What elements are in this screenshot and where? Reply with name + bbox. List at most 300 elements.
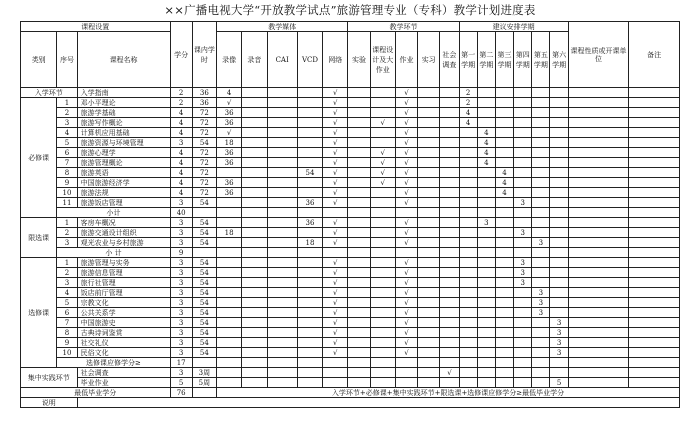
course-remark <box>629 238 680 248</box>
course-credits: 2 <box>170 98 192 108</box>
semester-s6: 3 <box>550 348 568 358</box>
media-audio <box>242 238 267 248</box>
semester-s5 <box>532 218 550 228</box>
step-hw: √ <box>395 178 417 188</box>
elective-min-credits: 17 <box>170 358 192 368</box>
category-practice: 集中实践环节 <box>21 368 78 388</box>
media-vcd <box>297 348 322 358</box>
course-hours: 54 <box>192 228 216 238</box>
table-cell <box>242 378 267 388</box>
semester-s1 <box>459 168 477 178</box>
media-net: √ <box>323 128 348 138</box>
semester-s5 <box>532 118 550 128</box>
step-hw: √ <box>395 278 417 288</box>
media-cai <box>267 178 297 188</box>
semester-s3 <box>495 288 513 298</box>
table-cell <box>395 368 417 378</box>
course-name: 旅行社管理 <box>77 278 170 288</box>
media-audio <box>242 88 267 98</box>
semester-s4 <box>514 98 532 108</box>
course-nature <box>568 258 629 268</box>
media-audio <box>242 288 267 298</box>
media-video <box>217 238 242 248</box>
step-survey <box>440 278 459 288</box>
course-name: 公共关系学 <box>77 308 170 318</box>
table-cell <box>348 208 370 218</box>
semester-s1 <box>459 198 477 208</box>
media-vcd <box>297 228 322 238</box>
table-cell <box>532 368 550 378</box>
step-design <box>370 308 395 318</box>
semester-s6 <box>550 258 568 268</box>
step-hw: √ <box>395 88 417 98</box>
table-cell <box>217 358 242 368</box>
category-required: 必修课 <box>21 98 57 218</box>
note-label: 说明 <box>21 398 78 408</box>
semester-s2 <box>477 228 495 238</box>
table-cell <box>532 208 550 218</box>
table-cell <box>297 248 322 258</box>
course-credits: 4 <box>170 108 192 118</box>
table-cell <box>459 358 477 368</box>
step-design <box>370 138 395 148</box>
table-cell <box>550 358 568 368</box>
media-net: √ <box>323 228 348 238</box>
step-lab <box>348 198 370 208</box>
semester-s5 <box>532 188 550 198</box>
table-cell <box>418 368 440 378</box>
media-cai <box>267 238 297 248</box>
course-remark <box>629 218 680 228</box>
semester-s5 <box>532 158 550 168</box>
header-step-survey: 社会调查 <box>440 32 459 88</box>
media-video <box>217 338 242 348</box>
course-nature <box>568 238 629 248</box>
course-remark <box>629 368 680 378</box>
semester-s5 <box>532 228 550 238</box>
table-cell <box>477 248 495 258</box>
course-nature <box>568 268 629 278</box>
course-credits: 3 <box>170 218 192 228</box>
step-lab <box>348 158 370 168</box>
step-intern <box>418 308 440 318</box>
table-cell <box>192 248 216 258</box>
course-hours: 54 <box>192 198 216 208</box>
course-name: 饭店前厅管理 <box>77 288 170 298</box>
media-vcd <box>297 108 322 118</box>
course-nature <box>568 338 629 348</box>
step-intern <box>418 258 440 268</box>
table-cell <box>495 358 513 368</box>
course-name: 邓小平理论 <box>77 98 170 108</box>
step-lab <box>348 338 370 348</box>
semester-s1 <box>459 238 477 248</box>
media-vcd: 36 <box>297 218 322 228</box>
table-cell <box>395 208 417 218</box>
semester-s6: 3 <box>550 338 568 348</box>
semester-s3 <box>495 218 513 228</box>
semester-s3 <box>495 138 513 148</box>
elective-min-label: 选修课应修学分≥ <box>57 358 170 368</box>
step-lab <box>348 228 370 238</box>
media-net: √ <box>323 118 348 128</box>
table-cell <box>192 388 216 398</box>
step-intern <box>418 318 440 328</box>
course-credits: 3 <box>170 308 192 318</box>
media-audio <box>242 188 267 198</box>
table-cell <box>418 378 440 388</box>
table-row <box>21 138 680 148</box>
step-survey <box>440 228 459 238</box>
step-hw: √ <box>395 158 417 168</box>
step-hw: √ <box>395 168 417 178</box>
table-row <box>21 158 680 168</box>
course-remark <box>629 268 680 278</box>
course-seq: 10 <box>57 188 77 198</box>
course-seq: 6 <box>57 148 77 158</box>
course-nature <box>568 168 629 178</box>
semester-s4: 3 <box>514 258 532 268</box>
table-cell <box>459 378 477 388</box>
media-vcd <box>297 98 322 108</box>
semester-s5: 3 <box>532 288 550 298</box>
step-design <box>370 278 395 288</box>
semester-s2 <box>477 328 495 338</box>
table-row <box>21 398 680 408</box>
step-intern <box>418 178 440 188</box>
media-video: √ <box>217 128 242 138</box>
step-survey <box>440 148 459 158</box>
table-cell <box>629 358 680 368</box>
step-intern <box>418 228 440 238</box>
course-nature <box>568 198 629 208</box>
media-audio <box>242 268 267 278</box>
table-cell <box>370 358 395 368</box>
media-vcd <box>297 298 322 308</box>
table-cell <box>217 378 242 388</box>
table-cell <box>217 368 242 378</box>
course-remark <box>629 288 680 298</box>
header-credits: 学分 <box>170 22 192 88</box>
semester-s4: 3 <box>514 278 532 288</box>
course-credits: 3 <box>170 298 192 308</box>
course-name: 宗教文化 <box>77 298 170 308</box>
header-media-vcd: VCD <box>297 32 322 88</box>
semester-s1 <box>459 218 477 228</box>
header-media-video: 录像 <box>217 32 242 88</box>
step-lab <box>348 138 370 148</box>
step-survey <box>440 88 459 98</box>
note-content <box>77 398 679 408</box>
course-hours: 54 <box>192 218 216 228</box>
semester-s2: 4 <box>477 138 495 148</box>
semester-s4 <box>514 168 532 178</box>
semester-s4 <box>514 108 532 118</box>
semester-s4 <box>514 238 532 248</box>
semester-s1: 4 <box>459 118 477 128</box>
course-hours: 54 <box>192 238 216 248</box>
course-credits: 2 <box>170 88 192 98</box>
media-vcd <box>297 88 322 98</box>
course-hours: 72 <box>192 188 216 198</box>
course-credits: 3 <box>170 258 192 268</box>
table-row <box>21 178 680 188</box>
semester-s1 <box>459 138 477 148</box>
course-nature <box>568 148 629 158</box>
course-seq: 6 <box>57 308 77 318</box>
table-cell <box>217 248 242 258</box>
table-cell <box>323 378 348 388</box>
semester-s6 <box>550 198 568 208</box>
table-row <box>21 248 680 258</box>
step-hw: √ <box>395 338 417 348</box>
course-remark <box>629 198 680 208</box>
semester-s2 <box>477 88 495 98</box>
step-design: √ <box>370 168 395 178</box>
step-hw: √ <box>395 308 417 318</box>
table-cell <box>192 358 216 368</box>
semester-s1 <box>459 278 477 288</box>
course-nature <box>568 218 629 228</box>
course-hours: 54 <box>192 288 216 298</box>
step-hw: √ <box>395 98 417 108</box>
table-row <box>21 268 680 278</box>
course-name: 观光农业与乡村旅游 <box>77 238 170 248</box>
semester-s3 <box>495 108 513 118</box>
semester-s5 <box>532 168 550 178</box>
course-remark <box>629 278 680 288</box>
semester-s6 <box>550 278 568 288</box>
table-row <box>21 198 680 208</box>
course-credits: 3 <box>170 288 192 298</box>
media-cai <box>267 108 297 118</box>
step-intern <box>418 328 440 338</box>
table-cell <box>242 368 267 378</box>
course-name: 古典诗词鉴赏 <box>77 328 170 338</box>
table-cell <box>267 248 297 258</box>
table-cell <box>459 248 477 258</box>
media-cai <box>267 318 297 328</box>
step-survey <box>440 308 459 318</box>
step-lab <box>348 98 370 108</box>
step-design <box>370 238 395 248</box>
course-seq: 1 <box>57 218 77 228</box>
semester-s4 <box>514 318 532 328</box>
step-intern <box>418 98 440 108</box>
media-vcd: 54 <box>297 168 322 178</box>
semester-s1 <box>459 338 477 348</box>
step-lab <box>348 328 370 338</box>
table-row <box>21 298 680 308</box>
step-lab <box>348 148 370 158</box>
semester-s6: 3 <box>550 318 568 328</box>
page-title: ××广播电视大学“开放教学试点”旅游管理专业（专科）教学计划进度表 <box>164 3 536 17</box>
step-survey <box>440 258 459 268</box>
header-semester-3: 第三学期 <box>495 32 513 88</box>
course-hours: 54 <box>192 348 216 358</box>
table-row <box>21 328 680 338</box>
step-survey <box>440 118 459 128</box>
table-cell <box>242 248 267 258</box>
course-seq: 3 <box>57 238 77 248</box>
step-design <box>370 228 395 238</box>
semester-s6 <box>550 308 568 318</box>
course-nature <box>568 178 629 188</box>
semester-s2 <box>477 348 495 358</box>
step-survey <box>440 328 459 338</box>
step-intern <box>418 278 440 288</box>
course-seq: 2 <box>57 228 77 238</box>
media-net: √ <box>323 108 348 118</box>
media-cai <box>267 308 297 318</box>
course-name: 民俗文化 <box>77 348 170 358</box>
step-intern <box>418 108 440 118</box>
semester-s5 <box>532 318 550 328</box>
step-lab <box>348 168 370 178</box>
course-hours: 36 <box>192 88 216 98</box>
semester-s3 <box>495 238 513 248</box>
semester-s3 <box>495 298 513 308</box>
course-name: 入学指南 <box>77 88 170 98</box>
header-nature: 课程性质或开课单位 <box>568 22 629 88</box>
step-design: √ <box>370 118 395 128</box>
semester-s4 <box>514 138 532 148</box>
table-cell <box>495 378 513 388</box>
semester-s6 <box>550 148 568 158</box>
table-cell <box>242 358 267 368</box>
step-intern <box>418 198 440 208</box>
media-vcd <box>297 278 322 288</box>
step-design <box>370 338 395 348</box>
table-cell <box>532 358 550 368</box>
media-cai <box>267 188 297 198</box>
semester-s2 <box>477 108 495 118</box>
semester-s1 <box>459 128 477 138</box>
table-row <box>21 338 680 348</box>
step-design <box>370 198 395 208</box>
step-design: √ <box>370 178 395 188</box>
table-cell <box>370 368 395 378</box>
header-schedule: 建议安排学期 <box>459 22 568 32</box>
semester-s3: 4 <box>495 168 513 178</box>
course-remark <box>629 168 680 178</box>
course-credits: 4 <box>170 148 192 158</box>
step-survey <box>440 98 459 108</box>
semester-s5 <box>532 348 550 358</box>
course-nature <box>568 98 629 108</box>
table-cell <box>459 368 477 378</box>
semester-s2 <box>477 258 495 268</box>
course-remark <box>629 378 680 388</box>
media-vcd <box>297 148 322 158</box>
table-cell <box>418 248 440 258</box>
table-cell <box>192 208 216 218</box>
table-cell <box>395 248 417 258</box>
media-vcd <box>297 328 322 338</box>
semester-s5 <box>532 178 550 188</box>
semester-s5 <box>532 278 550 288</box>
semester-s4 <box>514 158 532 168</box>
course-remark <box>629 128 680 138</box>
semester-s6 <box>550 118 568 128</box>
category-intro: 入学环节 <box>21 88 78 98</box>
step-design: √ <box>370 158 395 168</box>
course-hours: 72 <box>192 168 216 178</box>
table-cell <box>477 358 495 368</box>
step-survey <box>440 168 459 178</box>
table-cell <box>348 368 370 378</box>
table-cell <box>514 358 532 368</box>
step-design <box>370 318 395 328</box>
course-nature <box>568 348 629 358</box>
course-nature <box>568 378 629 388</box>
media-cai <box>267 218 297 228</box>
table-cell <box>514 378 532 388</box>
course-name: 旅游管理概论 <box>77 158 170 168</box>
semester-s2 <box>477 118 495 128</box>
semester-s3: 4 <box>495 178 513 188</box>
semester-s6 <box>550 88 568 98</box>
media-video: 36 <box>217 148 242 158</box>
table-row <box>21 168 680 178</box>
table-cell <box>217 208 242 218</box>
step-design <box>370 88 395 98</box>
media-net: √ <box>323 348 348 358</box>
table-cell <box>568 248 629 258</box>
table-cell <box>440 208 459 218</box>
semester-s2 <box>477 298 495 308</box>
semester-s2 <box>477 318 495 328</box>
course-remark <box>629 328 680 338</box>
course-seq: 10 <box>57 348 77 358</box>
step-survey <box>440 198 459 208</box>
semester-s1 <box>459 308 477 318</box>
course-credits: 3 <box>170 198 192 208</box>
subtotal-label: 小 计 <box>57 248 170 258</box>
table-cell <box>323 208 348 218</box>
media-net: √ <box>323 308 348 318</box>
semester-s2 <box>477 268 495 278</box>
semester-s2 <box>477 238 495 248</box>
course-nature <box>568 158 629 168</box>
course-name: 旅游饭店管理 <box>77 198 170 208</box>
semester-s1 <box>459 148 477 158</box>
table-row <box>21 118 680 128</box>
course-hours: 54 <box>192 308 216 318</box>
semester-s4 <box>514 288 532 298</box>
media-net: √ <box>323 98 348 108</box>
semester-s5 <box>532 328 550 338</box>
table-cell <box>267 208 297 218</box>
header-media: 教学媒体 <box>217 22 348 32</box>
semester-s4 <box>514 298 532 308</box>
step-design: √ <box>370 148 395 158</box>
media-cai <box>267 328 297 338</box>
course-seq: 5 <box>57 138 77 148</box>
course-credits: 3 <box>170 368 192 378</box>
media-cai <box>267 198 297 208</box>
table-row <box>21 278 680 288</box>
semester-s1 <box>459 318 477 328</box>
media-vcd <box>297 138 322 148</box>
media-net: √ <box>323 168 348 178</box>
semester-s5 <box>532 88 550 98</box>
table-cell <box>495 208 513 218</box>
semester-s3 <box>495 278 513 288</box>
semester-s3 <box>495 328 513 338</box>
step-hw: √ <box>395 138 417 148</box>
semester-s6 <box>550 218 568 228</box>
